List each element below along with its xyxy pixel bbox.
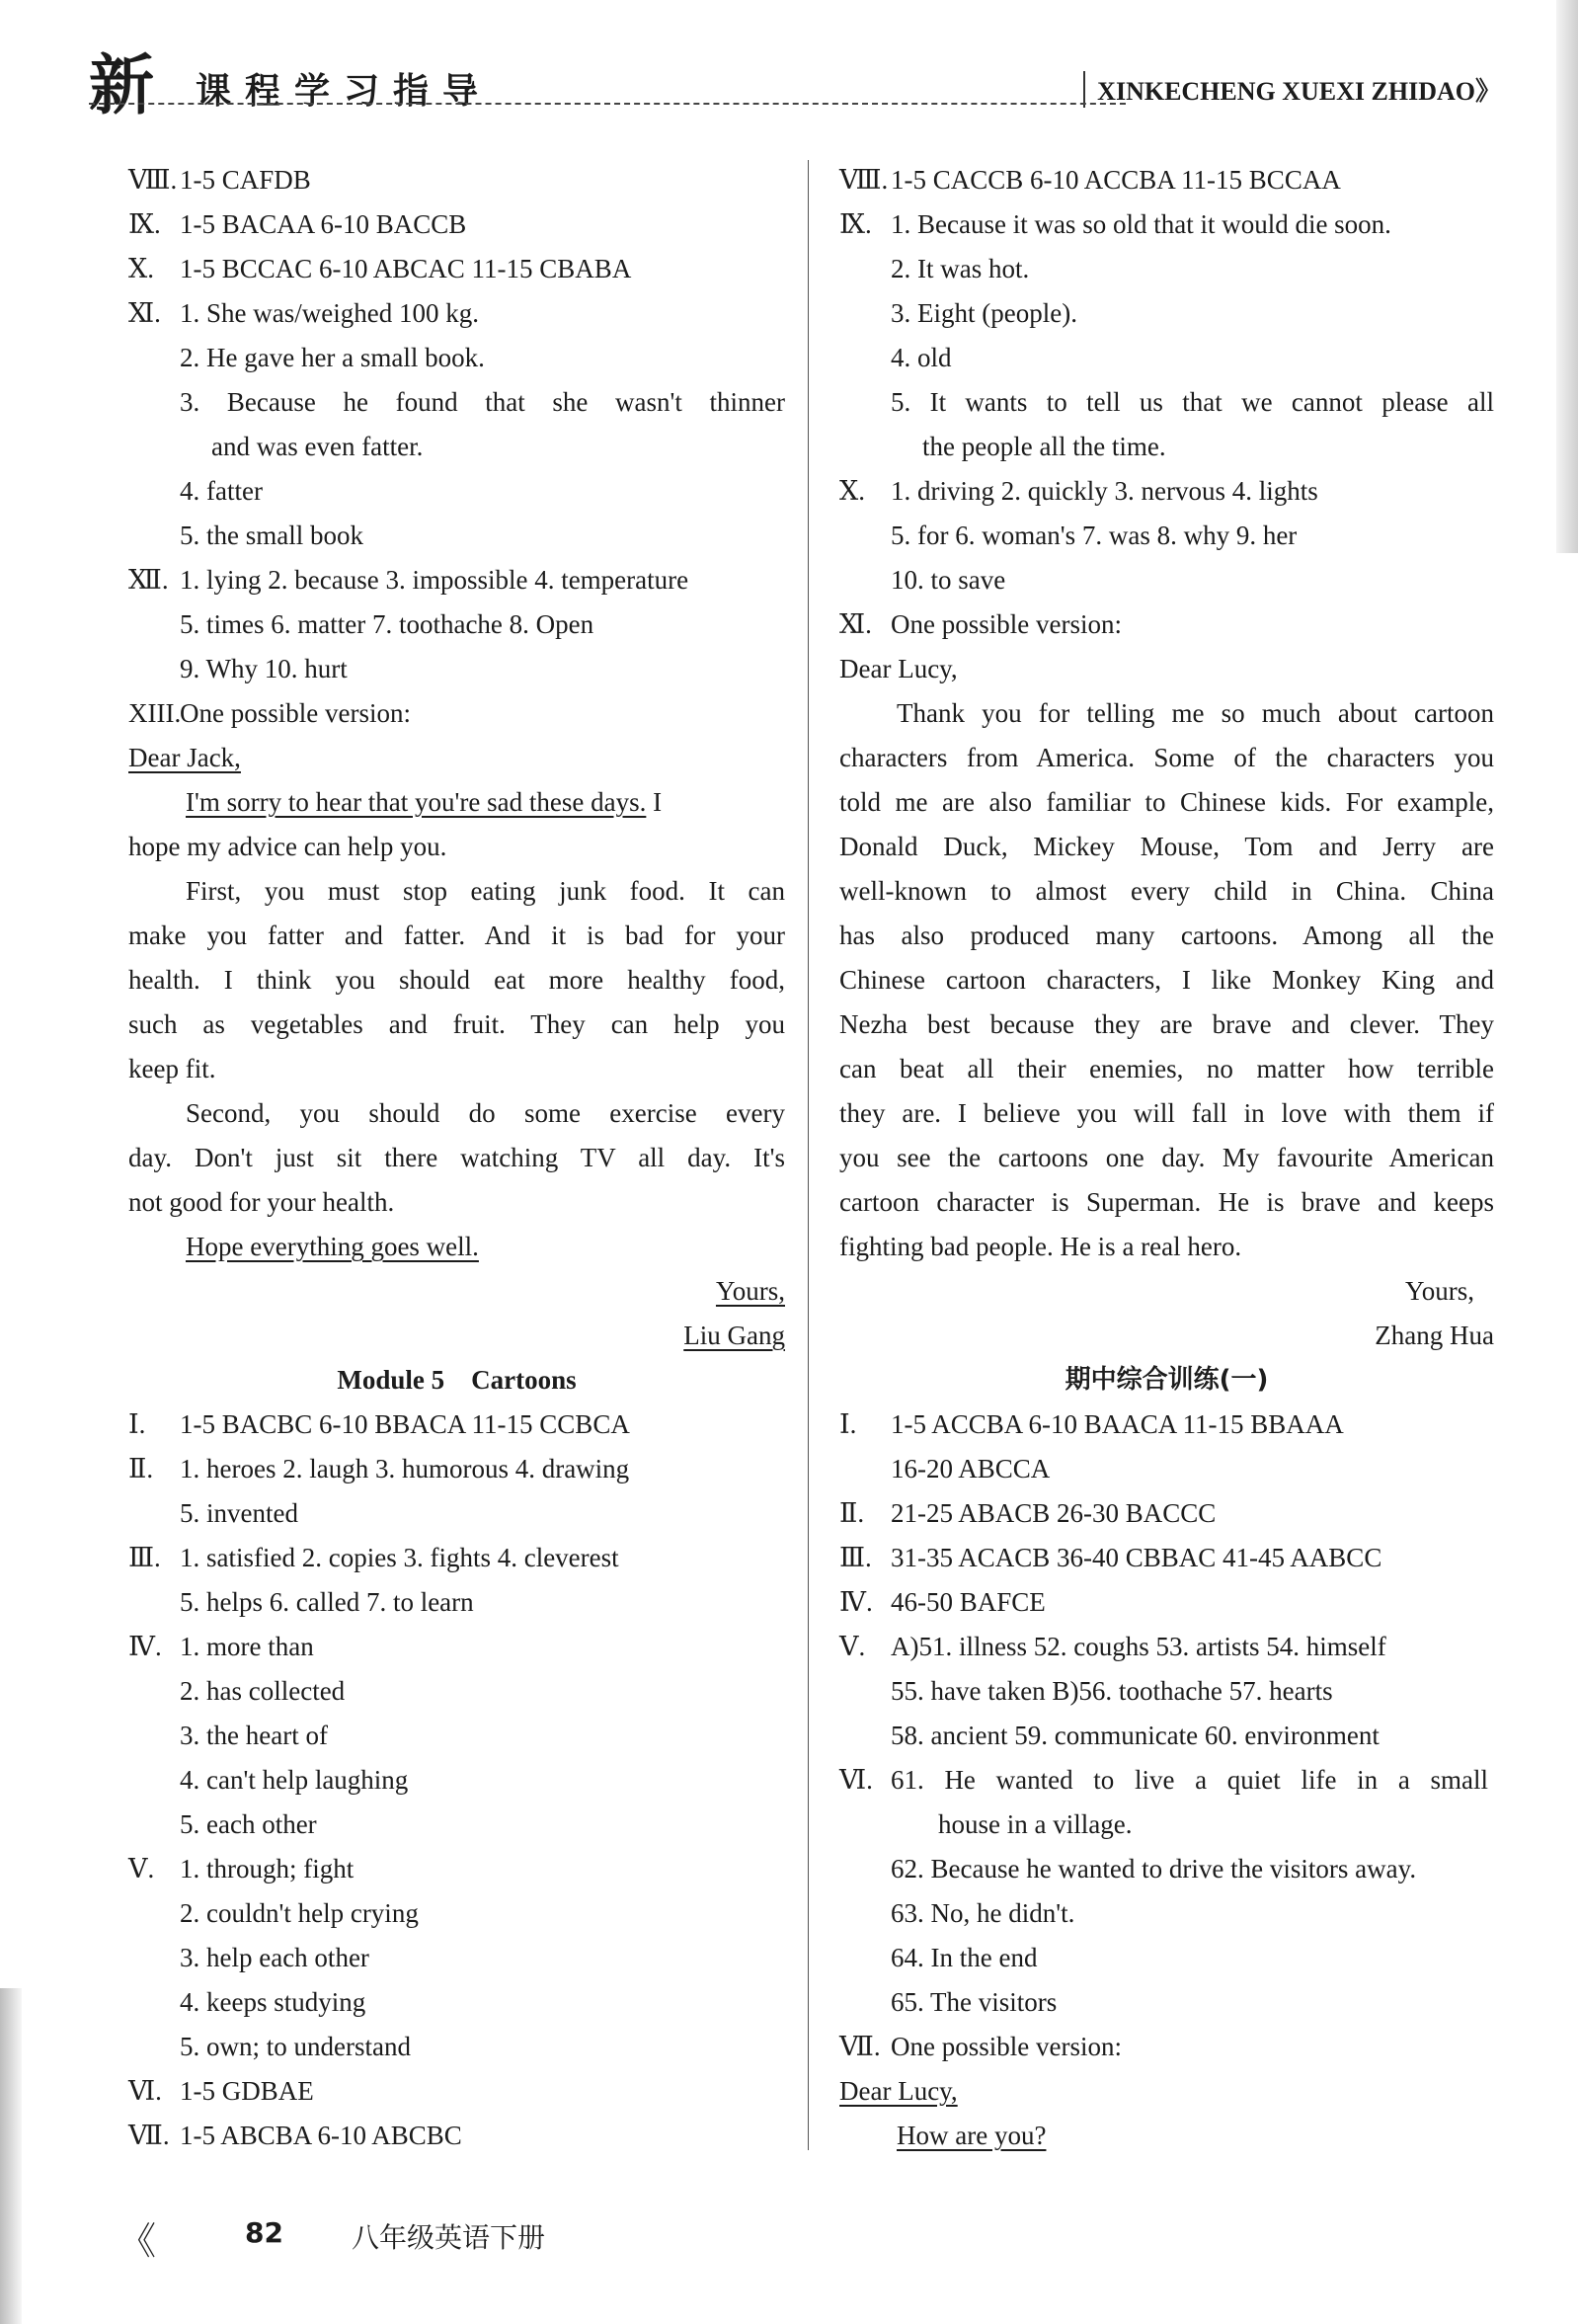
answer-line: Ⅺ. One possible version: <box>839 609 1122 639</box>
answer-line: 2. couldn't help crying <box>180 1898 419 1928</box>
answer-line: Ⅳ. 46-50 BAFCE <box>839 1587 1046 1617</box>
answer-line: Ⅵ. 61. He wanted to live a quiet life in a small <box>839 1765 1488 1795</box>
back-arrows-icon: 《 <box>118 2219 157 2263</box>
header-english-title: XINKECHENG XUEXI ZHIDAO》 <box>1083 71 1501 108</box>
exam-title: 期中综合训练(一) <box>1065 1365 1269 1395</box>
answer-line: and was even fatter. <box>211 432 424 461</box>
answer-line: 5. each other <box>180 1809 317 1839</box>
answer-line: 2. He gave her a small book. <box>180 343 485 372</box>
answer-line: Ⅱ. 1. heroes 2. laugh 3. humorous 4. drawing <box>128 1454 630 1483</box>
answer-line: 64. In the end <box>891 1943 1038 1972</box>
letter-greeting: Dear Lucy, <box>839 2076 958 2106</box>
answer-line: Ⅲ. 31-35 ACACB 36-40 CBBAC 41-45 AABCC <box>839 1543 1382 1572</box>
book-title: 八年级英语下册 <box>352 2221 546 2254</box>
answer-line: 5. the small book <box>180 521 363 550</box>
page-number: 82 <box>245 2216 283 2249</box>
answer-line: Ⅹ. 1. driving 2. quickly 3. nervous 4. lights <box>839 476 1318 506</box>
header-logo: 新 <box>89 47 154 123</box>
answer-line: 5. It wants to tell us that we cannot please all <box>891 387 1494 417</box>
answer-line: Ⅸ. 1. Because it was so old that it would die soon. <box>839 209 1391 239</box>
answer-line: 4. old <box>891 343 952 372</box>
answer-line: Ⅺ. 1. She was/weighed 100 kg. <box>128 298 479 328</box>
answer-line: Ⅶ. 1-5 ABCBA 6-10 ABCBC <box>128 2121 462 2150</box>
answer-line: 10. to save <box>891 565 1006 595</box>
answer-line: Ⅶ. One possible version: <box>839 2032 1122 2061</box>
header-title: 课程学习指导 <box>196 71 493 112</box>
letter-paragraph: Second, you should do some exercise every day. Don't just sit there watching TV all day. It's not good for your health. <box>128 1098 785 1217</box>
letter-paragraph: First, you must stop eating junk food. It can make you fatter and fatter. And it is bad for your health. I think you should eat more healthy food, such as vegetables and fruit. They can help you keep fit. <box>128 876 785 1083</box>
letter-yours: Yours, <box>715 1276 785 1306</box>
answer-line: Ⅴ. A)51. illness 52. coughs 53. artists 54. himself <box>839 1632 1386 1661</box>
answer-line: 3. help each other <box>180 1943 369 1972</box>
answer-line: house in a village. <box>938 1809 1133 1839</box>
answer-line: 62. Because he wanted to drive the visitors away. <box>891 1854 1417 1883</box>
answer-line: Ⅸ. 1-5 BACAA 6-10 BACCB <box>128 209 467 239</box>
letter-line: How are you? <box>897 2121 1047 2150</box>
letter-signature: Liu Gang <box>683 1321 785 1350</box>
answer-line: Ⅰ. 1-5 BACBC 6-10 BBACA 11-15 CCBCA <box>128 1409 630 1439</box>
answer-line: 4. fatter <box>180 476 263 506</box>
letter-paragraph: Thank you for telling me so much about cartoon characters from America. Some of the characters you told me are also familiar to Chinese kids. For example, Donald Duck, Mickey Mouse, Tom and Jerry are well-known to almost every child in China. China has also produced many cartoons. Among all the Chinese cartoon characters, I like Monkey King and Nezha best because they are brave and clever. They can beat all their enemies, no matter how terrible they are. I believe you will fall in love with them if you see the cartoons one day. My favourite American cartoon character is Superman. He is brave and keeps fighting bad people. He is a real hero. <box>839 698 1494 1261</box>
answer-line: 2. has collected <box>180 1676 346 1706</box>
answer-line: 63. No, he didn't. <box>891 1898 1075 1928</box>
answer-line: Ⅵ. 1-5 GDBAE <box>128 2076 314 2106</box>
left-column <box>128 158 785 2158</box>
answer-line: 3. Eight (people). <box>891 298 1077 328</box>
header-rule <box>89 103 1126 105</box>
answer-line: Ⅴ. 1. through; fight <box>128 1854 355 1883</box>
page-edge-shadow-left <box>0 1988 22 2324</box>
answer-line: 16-20 ABCCA <box>891 1454 1051 1483</box>
letter-yours: Yours, <box>1404 1276 1474 1306</box>
answer-line: Ⅷ. 1-5 CAFDB <box>128 165 311 195</box>
answer-line: Ⅱ. 21-25 ABACB 26-30 BACCC <box>839 1498 1217 1528</box>
answer-line: 2. It was hot. <box>891 254 1030 283</box>
answer-line: 58. ancient 59. communicate 60. environment <box>891 1721 1380 1750</box>
answer-line: Ⅰ. 1-5 ACCBA 6-10 BAACA 11-15 BBAAA <box>839 1409 1344 1439</box>
answer-line: 3. Because he found that she wasn't thinner <box>180 387 785 417</box>
answer-line: 5. helps 6. called 7. to learn <box>180 1587 474 1617</box>
answer-line: 5. for 6. woman's 7. was 8. why 9. her <box>891 521 1298 550</box>
answer-line: XIII. One possible version: <box>128 698 411 728</box>
page-header <box>89 47 1511 123</box>
answer-line: Ⅷ. 1-5 CACCB 6-10 ACCBA 11-15 BCCAA <box>839 165 1341 195</box>
answer-line: the people all the time. <box>922 432 1166 461</box>
answer-line: 5. times 6. matter 7. toothache 8. Open <box>180 609 594 639</box>
letter-greeting: Dear Lucy, <box>839 654 958 683</box>
answer-line: 55. have taken B)56. toothache 57. hearts <box>891 1676 1333 1706</box>
answer-line: 9. Why 10. hurt <box>180 654 348 683</box>
letter-line: hope my advice can help you. <box>128 832 447 861</box>
module-title: Module 5 Cartoons <box>337 1365 577 1395</box>
letter-signature: Zhang Hua <box>1375 1321 1494 1350</box>
answer-line: 4. keeps studying <box>180 1987 366 2017</box>
letter-greeting: Dear Jack, <box>128 743 241 772</box>
column-divider <box>808 160 809 2150</box>
answer-line: Ⅹ. 1-5 BCCAC 6-10 ABCAC 11-15 CBABA <box>128 254 632 283</box>
right-column <box>839 158 1494 2158</box>
answer-line: Ⅲ. 1. satisfied 2. copies 3. fights 4. cleverest <box>128 1543 619 1572</box>
answer-line: 5. own; to understand <box>180 2032 411 2061</box>
answer-line: 3. the heart of <box>180 1721 328 1750</box>
page-edge-shadow <box>1556 0 1578 553</box>
answer-line: Ⅳ. 1. more than <box>128 1632 314 1661</box>
answer-line: Ⅻ. 1. lying 2. because 3. impossible 4. temperature <box>128 565 689 595</box>
letter-closing: Hope everything goes well. <box>186 1232 479 1261</box>
letter-line: I'm sorry to hear that you're sad these days. I <box>186 787 663 817</box>
answer-line: 5. invented <box>180 1498 298 1528</box>
answer-line: 4. can't help laughing <box>180 1765 409 1795</box>
answer-line: 65. The visitors <box>891 1987 1058 2017</box>
